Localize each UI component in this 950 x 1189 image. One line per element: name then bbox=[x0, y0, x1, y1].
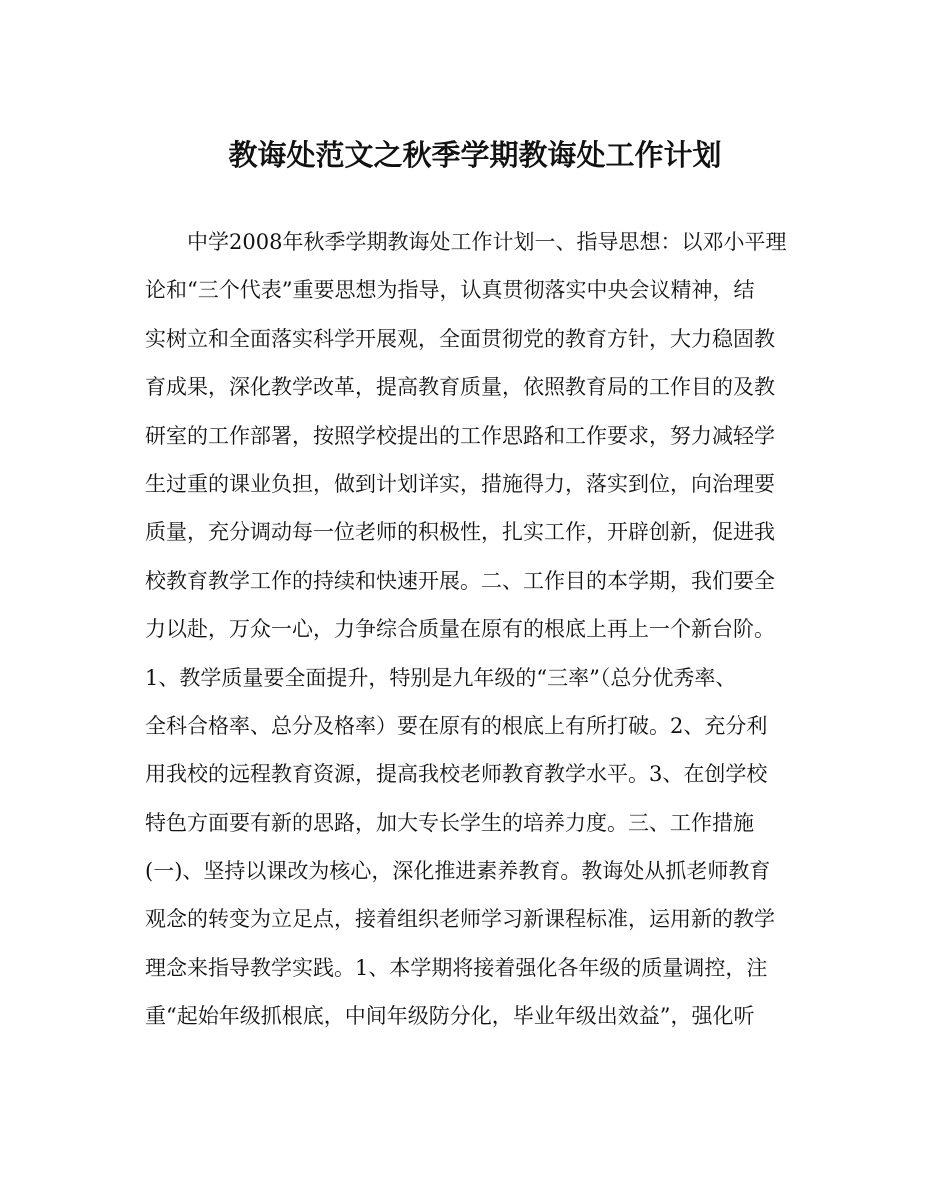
body-line: 力以赴，万众一心，力争综合质量在原有的根底上再上一个新台阶。 bbox=[145, 617, 775, 642]
body-line: 理念来指导教学实践。1、本学期将接着强化各年级的质量调控，注 bbox=[145, 955, 768, 980]
body-line: 重“起始年级抓根底，中间年级防分化，毕业年级出效益”，强化听 bbox=[145, 1004, 755, 1029]
body-line: 1、教学质量要全面提升，特别是九年级的“三率”（总分优秀率、 bbox=[145, 665, 737, 690]
body-line: 中学2008年秋季学期教诲处工作计划一、指导思想：以邓小平理 bbox=[187, 230, 787, 254]
body-line: 用我校的远程教育资源，提高我校老师教育教学水平。3、在创学校 bbox=[145, 762, 768, 787]
body-line: 校教育教学工作的持续和快速开展。二、工作目的本学期，我们要全 bbox=[145, 568, 775, 593]
body-line: 研室的工作部署，按照学校提出的工作思路和工作要求，努力减轻学 bbox=[145, 423, 775, 448]
body-line: 育成果，深化教学改革，提高教育质量，依照教育局的工作目的及教 bbox=[145, 375, 775, 400]
body-line: 质量，充分调动每一位老师的积极性，扎实工作，开辟创新，促进我 bbox=[145, 520, 775, 545]
document-title: 教诲处范文之秋季学期教诲处工作计划 bbox=[228, 138, 722, 172]
body-line: 生过重的课业负担，做到计划详实，措施得力，落实到位，向治理要 bbox=[145, 471, 775, 496]
body-line: 论和“三个代表”重要思想为指导，认真贯彻落实中央会议精神，结 bbox=[145, 278, 755, 303]
body-line: 全科合格率、总分及格率）要在原有的根底上有所打破。2、充分利 bbox=[145, 713, 768, 738]
document-body bbox=[145, 218, 815, 1041]
body-line: 观念的转变为立足点，接着组织老师学习新课程标准，运用新的教学 bbox=[145, 907, 775, 932]
body-line: 实树立和全面落实科学开展观，全面贯彻党的教育方针，大力稳固教 bbox=[145, 326, 775, 351]
body-line: 特色方面要有新的思路，加大专长学生的培养力度。三、工作措施 bbox=[145, 810, 754, 835]
body-line: (一)、坚持以课改为核心，深化推进素养教育。教诲处从抓老师教育 bbox=[145, 859, 771, 884]
